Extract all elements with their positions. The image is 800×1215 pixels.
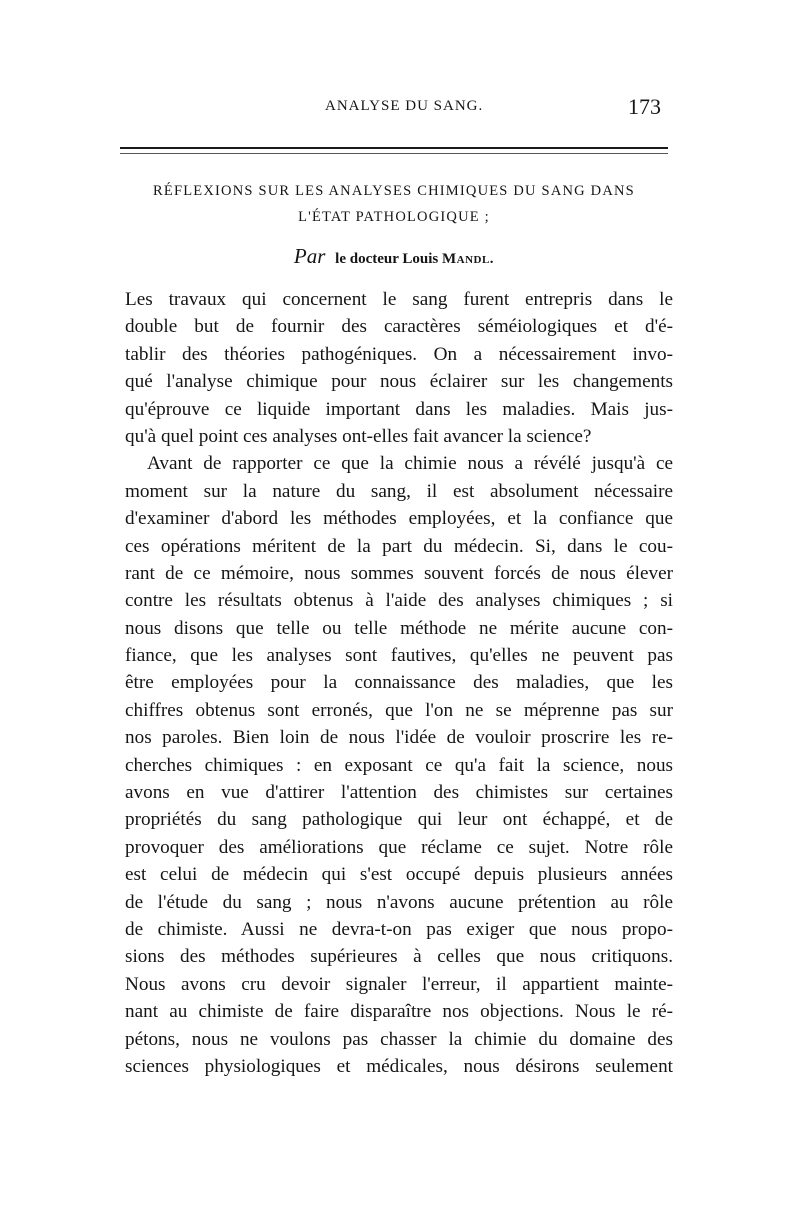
header-rule-thin [120,153,668,154]
body-line: Avant de rapporter ce que la chimie nous a révélé jusqu'à ce [147,453,673,475]
body-line: rant de ce mémoire, nous sommes souvent forcés de nous élever [125,562,673,584]
body-line: de l'étude du sang ; nous n'avons aucune prétention au rôle [125,891,673,913]
body-line: Nous avons cru devoir signaler l'erreur, il appartient mainte- [125,973,673,995]
running-header [0,96,800,120]
body-line: tablir des théories pathogéniques. On a nécessairement invo- [125,343,673,365]
body-line: qué l'analyse chimique pour nous éclairer sur les changements [125,371,673,393]
byline-author: le docteur Louis [335,251,439,267]
body-line: de chimiste. Aussi ne devra-t-on pas exiger que nous propo- [125,918,673,940]
body-line: propriétés du sang pathologique qui leur ont échappé, et de [125,809,673,831]
body-line: qu'à quel point ces analyses ont-elles fait avancer la science? [125,425,592,447]
body-line: double but de fournir des caractères séméiologiques et d'é- [125,316,673,338]
body-line: sions des méthodes supérieures à celles que nous critiquons. [125,946,673,968]
body-line: Les travaux qui concernent le sang furent entrepris dans le [125,289,673,310]
body-line: qu'éprouve ce liquide important dans les maladies. Mais jus- [125,398,673,420]
article-title [120,178,668,230]
body-line: sciences physiologiques et médicales, nous désirons seulement [125,1055,673,1077]
body-line: nos paroles. Bien loin de nous l'idée de vouloir proscrire les re- [125,727,673,749]
body-text [125,286,673,1080]
article-title-line: L'ÉTAT PATHOLOGIQUE ; [298,209,490,225]
body-line: avons en vue d'attirer l'attention des chimistes sur certaines [125,782,673,804]
body-line: fiance, que les analyses sont fautives, qu'elles ne peuvent pas [125,645,673,667]
running-title: ANALYSE DU SANG. [325,98,484,114]
body-line: cherches chimiques : en exposant ce qu'a fait la science, nous [125,754,673,776]
body-line: contre les résultats obtenus à l'aide des analyses chimiques ; si [125,590,673,612]
body-line: chiffres obtenus sont erronés, que l'on ne se méprenne pas sur [125,699,673,721]
header-rule [120,147,668,149]
body-line: nant au chimiste de faire disparaître nos objections. Nous le ré- [125,1001,673,1023]
body-line: est celui de médecin qui s'est occupé depuis plusieurs années [125,864,673,886]
byline [120,244,668,269]
byline-par: Par [293,244,326,268]
body-line: nous disons que telle ou telle méthode ne mérite aucune con- [125,617,673,639]
body-line: être employées pour la connaissance des maladies, que les [125,672,673,694]
body-line: ces opérations méritent de la part du médecin. Si, dans le cou- [125,535,673,557]
body-line: d'examiner d'abord les méthodes employées, et la confiance que [125,508,673,530]
page-number: 173 [628,94,661,119]
byline-surname: Mandl. [441,251,495,267]
body-line: pétons, nous ne voulons pas chasser la chimie du domaine des [125,1028,673,1050]
article-title-line: RÉFLEXIONS SUR LES ANALYSES CHIMIQUES DU SANG DANS [153,183,635,199]
body-line: provoquer des améliorations que réclame ce sujet. Notre rôle [125,836,673,858]
body-line: moment sur la nature du sang, il est absolument nécessaire [125,480,673,502]
